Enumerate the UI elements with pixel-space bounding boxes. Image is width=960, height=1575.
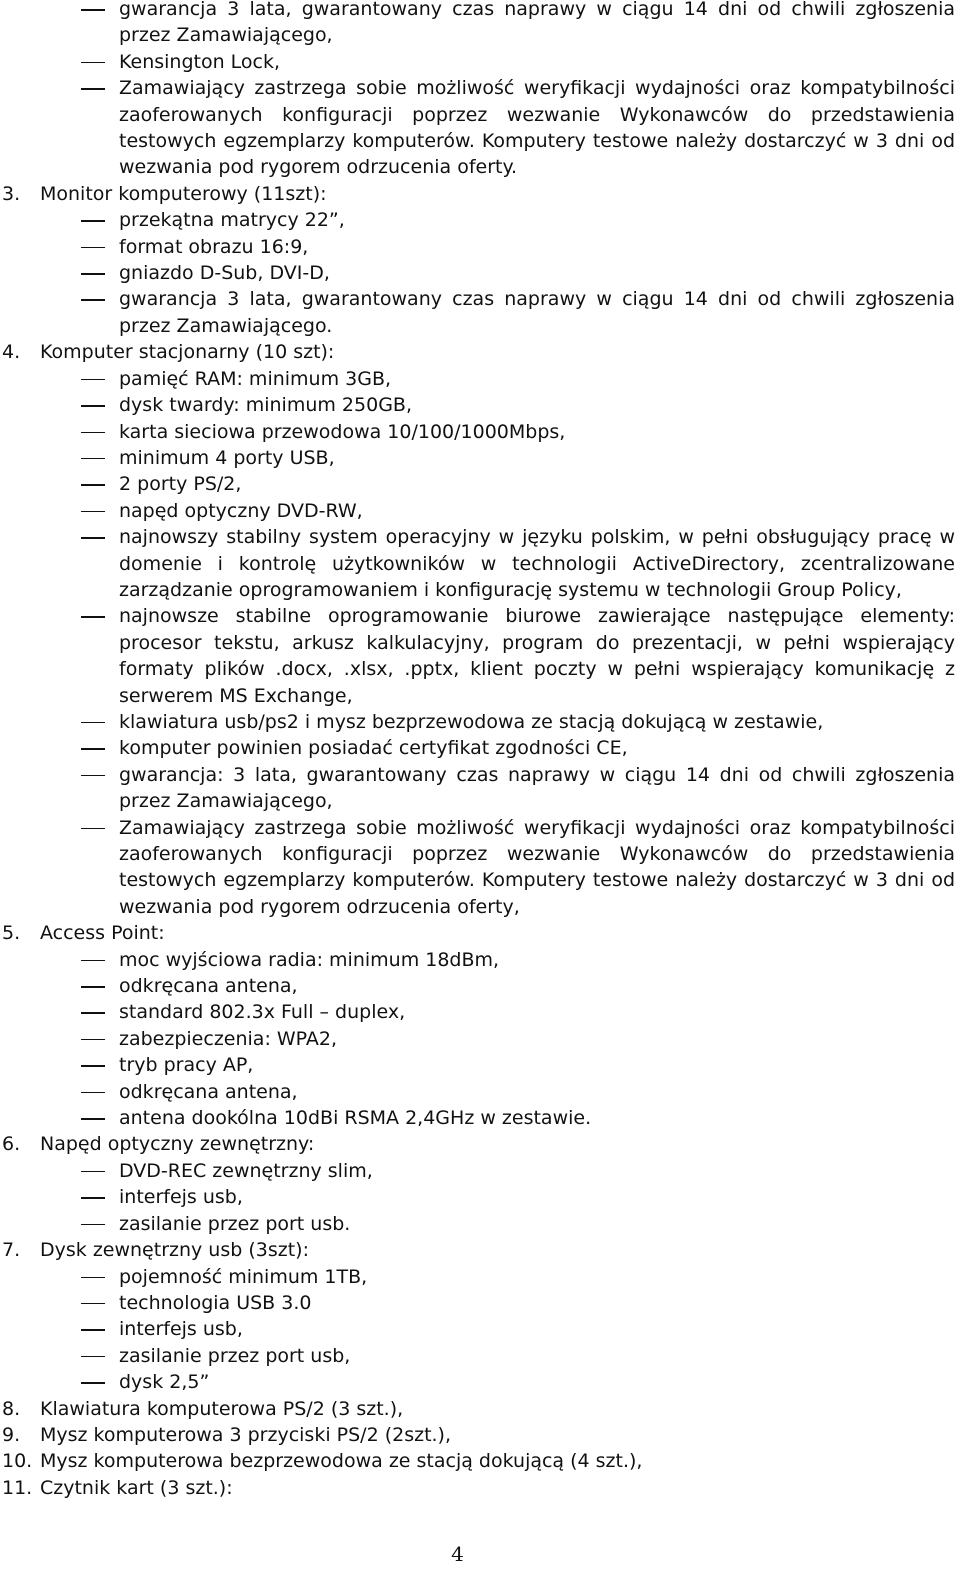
bullet-item: dysk twardy: minimum 250GB, xyxy=(0,392,955,418)
bullet-item: zasilanie przez port usb, xyxy=(0,1343,955,1369)
item-title: Komputer stacjonarny (10 szt): xyxy=(40,341,335,364)
bullet-item: gwarancja 3 lata, gwarantowany czas naprawy w ciągu 14 dni od chwili zgłoszenia przez Zamawiającego. xyxy=(0,286,955,339)
item-number: 11. xyxy=(2,1476,33,1499)
bullet-item: antena dookólna 10dBi RSMA 2,4GHz w zestawie. xyxy=(0,1105,955,1131)
bullet-item: technologia USB 3.0 xyxy=(0,1290,955,1316)
bullet-item: 2 porty PS/2, xyxy=(0,471,955,497)
item-title: Monitor komputerowy (11szt): xyxy=(40,182,327,205)
numbered-item xyxy=(0,1396,955,1422)
item-title: Mysz komputerowa bezprzewodowa ze stacją dokującą (4 szt.), xyxy=(40,1450,643,1473)
bullet-item: klawiatura usb/ps2 i mysz bezprzewodowa ze stacją dokującą w zestawie, xyxy=(0,709,955,735)
bullet-item: karta sieciowa przewodowa 10/100/1000Mbps, xyxy=(0,419,955,445)
item-number: 7. xyxy=(2,1239,21,1262)
numbered-item xyxy=(0,1475,955,1501)
bullet-item: przekątna matrycy 22”, xyxy=(0,207,955,233)
numbered-item xyxy=(0,339,955,365)
numbered-item xyxy=(0,1237,955,1263)
item-number: 9. xyxy=(2,1423,21,1446)
bullet-item: pojemność minimum 1TB, xyxy=(0,1264,955,1290)
bullet-item: interfejs usb, xyxy=(0,1184,955,1210)
bullet-item: komputer powinien posiadać certyfikat zgodności CE, xyxy=(0,735,955,761)
bullet-item: moc wyjściowa radia: minimum 18dBm, xyxy=(0,947,955,973)
numbered-item xyxy=(0,920,955,946)
bullet-item: standard 802.3x Full – duplex, xyxy=(0,999,955,1025)
item-number: 10. xyxy=(2,1450,33,1473)
bullet-item: napęd optyczny DVD-RW, xyxy=(0,498,955,524)
bullet-item: interfejs usb, xyxy=(0,1316,955,1342)
bullet-item: Kensington Lock, xyxy=(0,49,955,75)
item-number: 8. xyxy=(2,1397,21,1420)
bullet-item: format obrazu 16:9, xyxy=(0,234,955,260)
item-number: 5. xyxy=(2,922,21,945)
item-title: Access Point: xyxy=(40,922,165,945)
item-title: Klawiatura komputerowa PS/2 (3 szt.), xyxy=(40,1397,404,1420)
item-title: Mysz komputerowa 3 przyciski PS/2 (2szt.), xyxy=(40,1423,452,1446)
bullet-item: gwarancja 3 lata, gwarantowany czas naprawy w ciągu 14 dni od chwili zgłoszenia przez Zamawiającego, xyxy=(0,0,955,49)
bullet-item: minimum 4 porty USB, xyxy=(0,445,955,471)
bullet-item: Zamawiający zastrzega sobie możliwość weryfikacji wydajności oraz kompatybilności zaoferowanych konfiguracji poprzez wezwanie Wykonawców do przedstawienia testowych egzemplarzy komputerów. Komputery testowe należy dostarczyć w 3 dni od wezwania pod rygorem odrzucenia oferty. xyxy=(0,75,955,181)
numbered-item xyxy=(0,181,955,207)
item-number: 3. xyxy=(2,182,21,205)
bullet-item: gniazdo D-Sub, DVI-D, xyxy=(0,260,955,286)
bullet-item: odkręcana antena, xyxy=(0,1079,955,1105)
bullet-item: dysk 2,5” xyxy=(0,1369,955,1395)
item-number: 6. xyxy=(2,1133,21,1156)
bullet-item: pamięć RAM: minimum 3GB, xyxy=(0,366,955,392)
item-title: Napęd optyczny zewnętrzny: xyxy=(40,1133,315,1156)
item-title: Czytnik kart (3 szt.): xyxy=(40,1476,233,1499)
item-number: 4. xyxy=(2,341,21,364)
numbered-item xyxy=(0,1422,955,1448)
bullet-item: DVD-REC zewnętrzny slim, xyxy=(0,1158,955,1184)
bullet-item: Zamawiający zastrzega sobie możliwość weryfikacji wydajności oraz kompatybilności zaoferowanych konfiguracji poprzez wezwanie Wykonawców do przedstawienia testowych egzemplarzy komputerów. Komputery testowe należy dostarczyć w 3 dni od wezwania pod rygorem odrzucenia oferty, xyxy=(0,815,955,921)
bullet-item: odkręcana antena, xyxy=(0,973,955,999)
bullet-item: zabezpieczenia: WPA2, xyxy=(0,1026,955,1052)
numbered-item xyxy=(0,1448,955,1474)
bullet-item: zasilanie przez port usb. xyxy=(0,1211,955,1237)
bullet-item: tryb pracy AP, xyxy=(0,1052,955,1078)
numbered-item xyxy=(0,1131,955,1157)
bullet-item: najnowsze stabilne oprogramowanie biurowe zawierające następujące elementy: procesor tekstu, arkusz kalkulacyjny, program do prezentacji, w pełni wspierający formaty plików .docx, .xlsx, .pptx, klient poczty w pełni wspierający komunikację z serwerem MS Exchange, xyxy=(0,603,955,709)
item-title: Dysk zewnętrzny usb (3szt): xyxy=(40,1239,309,1262)
bullet-item: gwarancja: 3 lata, gwarantowany czas naprawy w ciągu 14 dni od chwili zgłoszenia przez Zamawiającego, xyxy=(0,762,955,815)
page-number: 4 xyxy=(451,1542,464,1566)
bullet-item: najnowszy stabilny system operacyjny w języku polskim, w pełni obsługujący pracę w domenie i kontrolę użytkowników w technologii ActiveDirectory, zcentralizowane zarządzanie oprogramowaniem i konfigurację systemu w technologii Group Policy, xyxy=(0,524,955,603)
